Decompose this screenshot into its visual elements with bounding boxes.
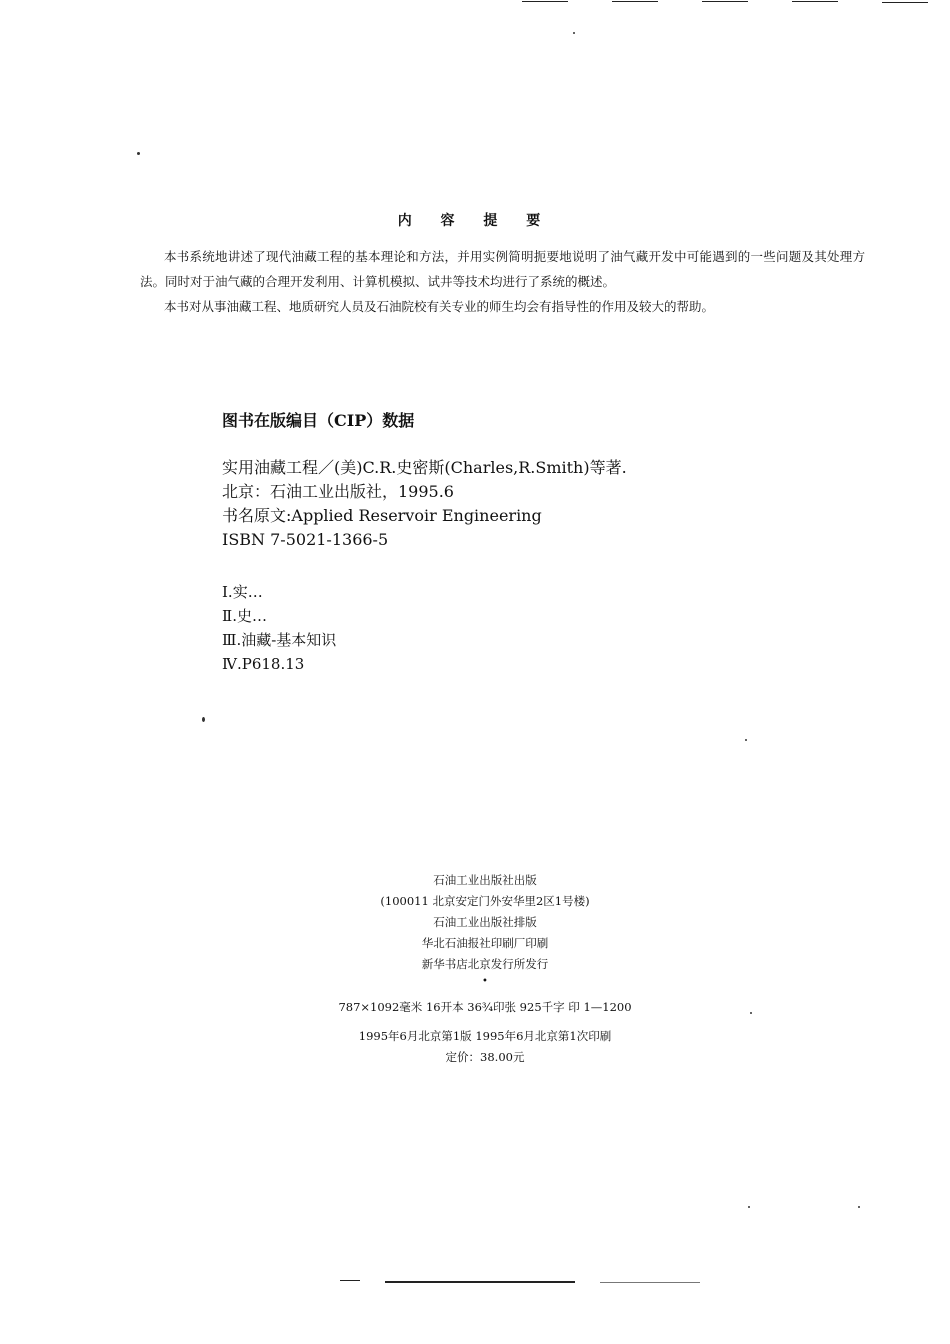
abstract-paragraph: 本书系统地讲述了现代油藏工程的基本理论和方法，并用实例简明扼要地说明了油气藏开发中可能遇到的一些问题及其处理方法。同时对于油气藏的合理开发利用、计算机模拟、试井等技术均进行了系统的概述。 bbox=[140, 249, 865, 289]
scan-artifact bbox=[882, 2, 928, 3]
colophon-line: 华北石油报社印刷厂印刷 bbox=[421, 936, 549, 950]
scan-artifact bbox=[702, 1, 748, 2]
colophon-specs: 787×1092毫米 16开本 36¾印张 925千字 印 1—1200 bbox=[338, 1000, 632, 1014]
cip-line-original-title: 书名原文:Applied Reservoir Engineering bbox=[222, 506, 542, 525]
scan-artifact bbox=[385, 1281, 575, 1283]
scan-speck bbox=[573, 32, 575, 34]
scan-artifact bbox=[612, 1, 658, 2]
cip-subject: Ⅰ.实… bbox=[222, 583, 263, 601]
abstract-title: 内 容 提 要 bbox=[397, 213, 553, 229]
abstract-body bbox=[140, 244, 865, 319]
colophon-line: 石油工业出版社出版 bbox=[433, 873, 537, 887]
scan-artifact bbox=[792, 1, 838, 2]
cip-subject: Ⅳ.P618.13 bbox=[222, 655, 305, 673]
cip-line-isbn: ISBN 7-5021-1366-5 bbox=[222, 530, 389, 549]
colophon-line: 新华书店北京发行所发行 bbox=[421, 957, 549, 971]
colophon-line: 石油工业出版社排版 bbox=[433, 915, 537, 929]
colophon-separator: • bbox=[482, 976, 488, 987]
cip-subject: Ⅱ.史… bbox=[222, 607, 267, 625]
scan-artifact bbox=[522, 1, 568, 2]
cip-line-title: 实用油藏工程／(美)C.R.史密斯(Charles,R.Smith)等著. bbox=[222, 458, 627, 477]
scan-speck bbox=[137, 152, 140, 155]
scan-speck bbox=[745, 739, 747, 741]
scan-speck bbox=[858, 1206, 860, 1208]
scan-artifact bbox=[340, 1280, 360, 1281]
colophon-edition: 1995年6月北京第1版 1995年6月北京第1次印刷 bbox=[358, 1029, 612, 1043]
cip-record bbox=[222, 456, 627, 552]
cip-subjects bbox=[222, 580, 336, 676]
scan-speck bbox=[748, 1206, 750, 1208]
scan-artifact bbox=[600, 1282, 700, 1283]
cip-subject: Ⅲ.油藏-基本知识 bbox=[222, 631, 337, 649]
scan-speck bbox=[202, 717, 205, 722]
cip-heading: 图书在版编目（CIP）数据 bbox=[222, 411, 415, 430]
colophon bbox=[0, 870, 950, 1068]
abstract-paragraph: 本书对从事油藏工程、地质研究人员及石油院校有关专业的师生均会有指导性的作用及较大的帮助。 bbox=[164, 299, 715, 314]
colophon-price: 定价：38.00元 bbox=[445, 1050, 525, 1064]
colophon-line: (100011 北京安定门外安华里2区1号楼) bbox=[380, 894, 590, 908]
cip-line-publisher: 北京：石油工业出版社，1995.6 bbox=[222, 482, 454, 501]
